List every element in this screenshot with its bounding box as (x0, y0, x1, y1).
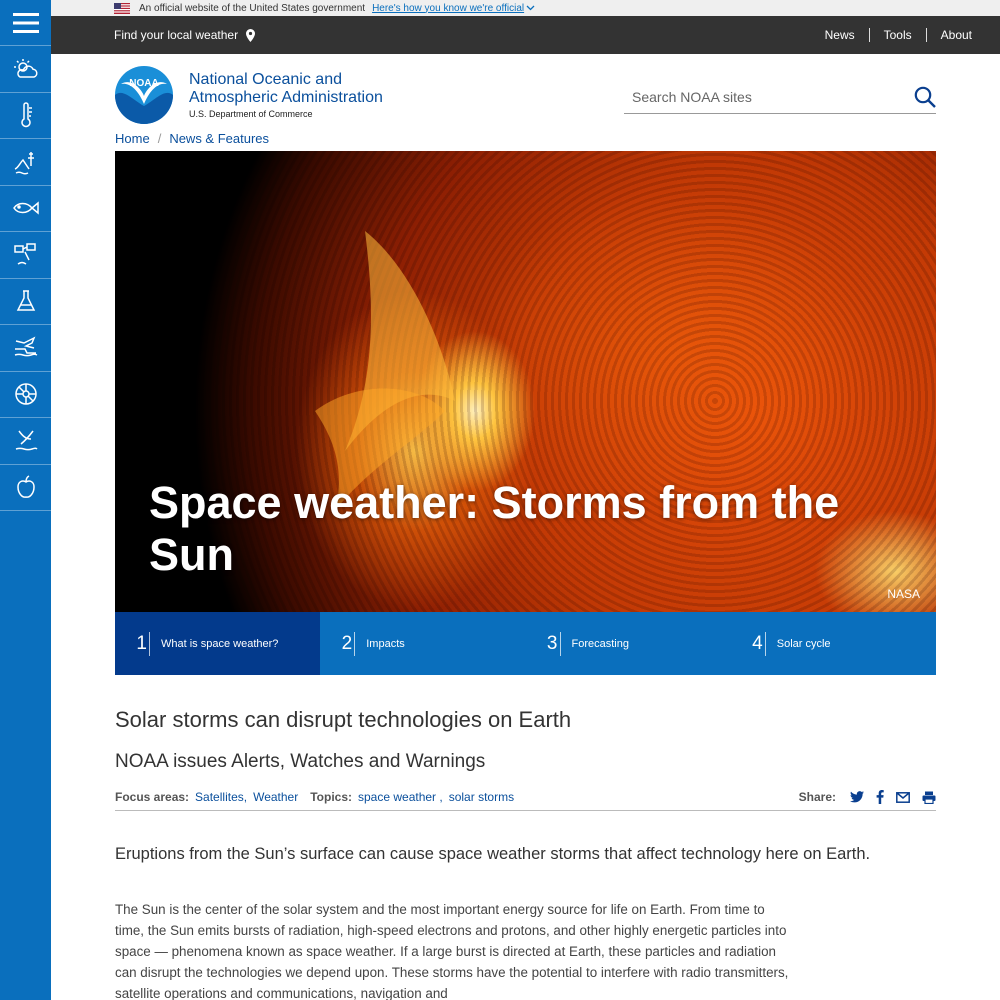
org-name-line1: National Oceanic and (189, 71, 342, 88)
logo-text: NOAA (129, 78, 159, 89)
research-icon (16, 289, 36, 313)
menu-button[interactable] (0, 0, 51, 46)
nav-news[interactable]: News (824, 28, 855, 42)
sidebar-item-sanctuaries[interactable] (0, 418, 51, 465)
tab-number: 3 (546, 632, 558, 654)
article-body: The Sun is the center of the solar system and the most important energy source for life on Earth. From time to time, the Sun emits bursts of radiation, high-speed electrons and protons, and other highly energetic particles into space — phenomena known as space weather. If a large burst is directed at Earth, these particles and radiation can disrupt the technologies we depend upon. These storms have the potential to interfere with radio transmitters, satellite operations and communications, navigation and (115, 902, 789, 1000)
sidebar-item-ocean-coasts[interactable] (0, 139, 51, 186)
hero-image (115, 151, 936, 613)
tab-forecasting[interactable] (526, 612, 731, 675)
sidebar-item-weather[interactable] (0, 46, 51, 93)
sidebar-item-marine-aviation[interactable] (0, 325, 51, 372)
share-label: Share: (798, 790, 836, 804)
section-tabs (115, 612, 936, 675)
search-box (624, 82, 936, 114)
org-name-line2: Atmospheric Administration (189, 88, 383, 106)
tab-number: 2 (341, 632, 353, 654)
sidebar-item-research[interactable] (0, 279, 51, 326)
search-icon[interactable] (914, 86, 936, 108)
sidebar-item-education[interactable] (0, 465, 51, 512)
email-icon[interactable] (896, 792, 910, 803)
local-weather-link[interactable] (114, 16, 255, 54)
tab-divider (560, 632, 561, 656)
tab-what-is-space-weather[interactable] (115, 612, 320, 675)
tab-divider (765, 632, 766, 656)
chevron-down-icon[interactable] (526, 5, 535, 11)
nav-about[interactable]: About (926, 28, 986, 42)
focus-link-weather[interactable]: Weather (253, 790, 299, 804)
article-headline: Solar storms can disrupt technologies on Earth (115, 707, 572, 732)
sidebar-item-charting[interactable] (0, 372, 51, 419)
org-title[interactable] (189, 71, 383, 119)
search-input[interactable] (624, 82, 894, 112)
satellites-icon (13, 242, 39, 268)
tab-impacts[interactable] (320, 612, 525, 675)
tab-number: 4 (752, 632, 763, 654)
breadcrumb-separator: / (157, 131, 162, 146)
sanctuaries-icon (13, 428, 39, 454)
weather-icon (12, 57, 40, 81)
top-nav (811, 16, 986, 54)
tab-divider (149, 632, 150, 656)
breadcrumb (115, 131, 269, 146)
breadcrumb-current[interactable]: News & Features (169, 131, 270, 146)
local-weather-label: Find your local weather (114, 28, 239, 42)
share-bar (799, 790, 936, 804)
gov-banner-text: An official website of the United States government (139, 2, 366, 14)
noaa-logo[interactable] (115, 66, 173, 124)
focus-link-satellites[interactable]: Satellites, (195, 790, 248, 804)
nav-tools[interactable]: Tools (869, 28, 926, 42)
tab-label: Forecasting (571, 637, 629, 650)
marine-aviation-icon (12, 335, 40, 361)
education-icon (15, 474, 37, 500)
official-info-link[interactable]: Here's how you know we're official (372, 2, 525, 14)
tab-label: What is space weather? (161, 637, 279, 650)
twitter-icon[interactable] (850, 791, 864, 803)
ocean-coasts-icon (13, 149, 39, 175)
location-pin-icon (246, 29, 255, 42)
print-icon[interactable] (922, 791, 936, 804)
image-credit: NASA (887, 587, 920, 601)
article-lead: Eruptions from the Sun’s surface can cause space weather storms that affect technology here on Earth. (115, 845, 871, 863)
menu-icon (13, 12, 39, 34)
topic-link-solar-storms[interactable]: solar storms (448, 790, 515, 804)
fisheries-icon (12, 199, 40, 217)
tab-number: 1 (136, 632, 147, 654)
us-flag-icon (114, 3, 130, 14)
tab-label: Impacts (366, 637, 405, 650)
climate-icon (16, 102, 36, 128)
gov-banner (51, 0, 1000, 16)
sidebar-item-climate[interactable] (0, 93, 51, 140)
breadcrumb-home[interactable]: Home (115, 131, 150, 146)
sidebar-nav (0, 0, 51, 1000)
article-subhead: NOAA issues Alerts, Watches and Warnings (115, 751, 486, 772)
sidebar-item-fisheries[interactable] (0, 186, 51, 233)
tags-row (115, 790, 514, 804)
sidebar-item-satellites[interactable] (0, 232, 51, 279)
article-meta (115, 790, 936, 811)
charting-icon (13, 381, 39, 407)
department-name: U.S. Department of Commerce (189, 109, 313, 119)
hero-title: Space weather: Storms from the Sun (149, 477, 840, 580)
tab-divider (354, 632, 355, 656)
facebook-icon[interactable] (876, 790, 884, 804)
tab-solar-cycle[interactable] (731, 612, 936, 675)
topic-link-space-weather[interactable]: space weather , (358, 790, 443, 804)
tab-label: Solar cycle (776, 637, 831, 650)
topics-label: Topics: (310, 790, 352, 804)
focus-areas-label: Focus areas: (115, 790, 190, 804)
top-bar (51, 16, 1000, 54)
